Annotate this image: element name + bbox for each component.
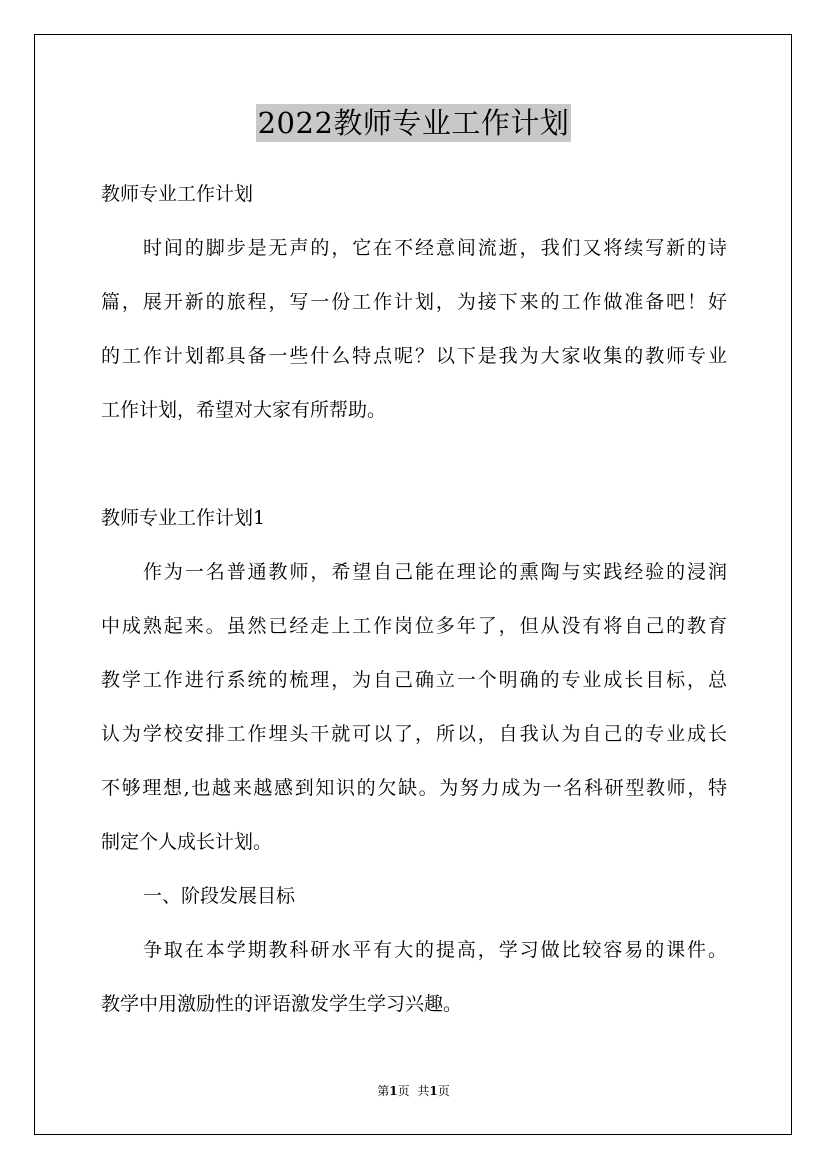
paragraph-line: 不够理想,也越来越感到知识的欠缺。为努力成为一名科研型教师，特 bbox=[101, 777, 727, 799]
paragraph-line: 的工作计划都具备一些什么特点呢？以下是我为大家收集的教师专业 bbox=[101, 345, 727, 367]
subheading-block bbox=[101, 878, 727, 914]
footer-page-number: 1 bbox=[389, 1084, 398, 1098]
page-footer bbox=[0, 1083, 827, 1099]
paragraph-line: 篇，展开新的旅程，写一份工作计划，为接下来的工作做准备吧！好 bbox=[101, 291, 727, 313]
title-container bbox=[0, 104, 827, 142]
footer-total-pages: 1 bbox=[429, 1084, 438, 1098]
paragraph-line: 中成熟起来。虽然已经走上工作岗位多年了，但从没有将自己的教育 bbox=[101, 615, 727, 637]
footer-prefix: 第 bbox=[377, 1084, 390, 1098]
paragraph-line: 制定个人成长计划。 bbox=[101, 831, 273, 853]
document-title: 2022教师专业工作计划 bbox=[257, 106, 570, 140]
footer-total-unit: 页 bbox=[437, 1084, 450, 1098]
footer-total-prefix: 共 bbox=[417, 1084, 430, 1098]
paragraph-line: 认为学校安排工作埋头干就可以了，所以，自我认为自己的专业成长 bbox=[101, 723, 727, 745]
section1-block bbox=[101, 500, 727, 536]
section1-paragraph bbox=[101, 554, 727, 860]
paragraph-line: 工作计划，希望对大家有所帮助。 bbox=[101, 399, 387, 421]
paragraph-line: 教学中用激励性的评语激发学生学习兴趣。 bbox=[101, 993, 463, 1015]
paragraph-line: 时间的脚步是无声的，它在不经意间流逝，我们又将续写新的诗 bbox=[143, 237, 727, 259]
paragraph-line: 作为一名普通教师，希望自己能在理论的熏陶与实践经验的浸润 bbox=[143, 561, 727, 583]
footer-page-unit: 页 bbox=[397, 1084, 410, 1098]
subheading-goals: 一、阶段发展目标 bbox=[143, 885, 296, 907]
paragraph-line: 教学工作进行系统的梳理，为自己确立一个明确的专业成长目标，总 bbox=[101, 669, 727, 691]
paragraph-line: 争取在本学期教科研水平有大的提高，学习做比较容易的课件。 bbox=[143, 939, 727, 961]
section1-heading: 教师专业工作计划1 bbox=[101, 507, 266, 529]
intro-heading: 教师专业工作计划 bbox=[101, 183, 254, 205]
intro-paragraph bbox=[101, 230, 727, 428]
goal-paragraph bbox=[101, 932, 727, 1022]
intro-block bbox=[101, 176, 727, 212]
